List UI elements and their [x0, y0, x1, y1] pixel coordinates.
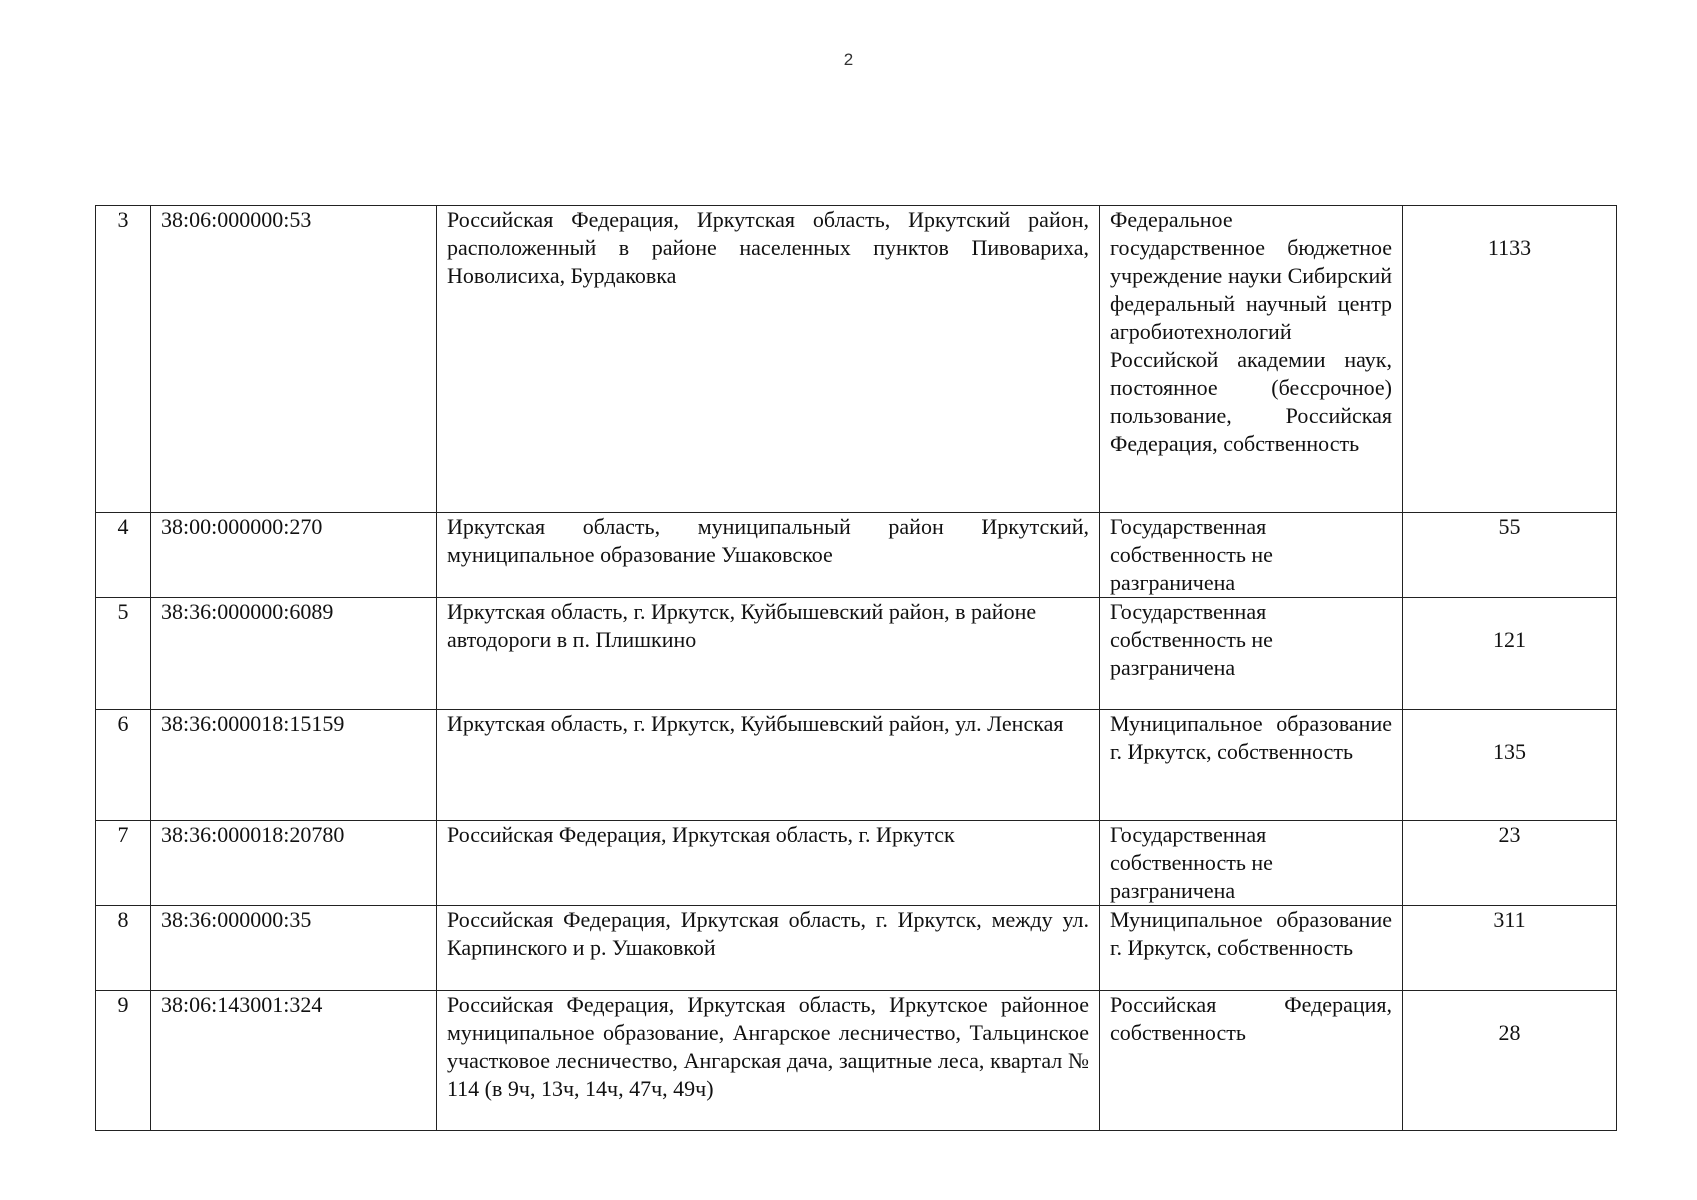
table-row: [96, 598, 1617, 710]
page-number: 2: [843, 50, 854, 69]
owner-right: Государственная собственность не разграничена: [1100, 513, 1403, 598]
plot-address: Российская Федерация, Иркутская область, г. Иркутск: [437, 821, 1100, 906]
cadastral-number: 38:36:000000:6089: [151, 598, 437, 710]
owner-right: Государственная собственность не разграничена: [1100, 821, 1403, 906]
row-number: 6: [96, 710, 151, 821]
row-number: 3: [96, 206, 151, 513]
table-row: [96, 513, 1617, 598]
row-number: 7: [96, 821, 151, 906]
area-value: [1403, 513, 1617, 598]
cadastral-number: 38:36:000000:35: [151, 906, 437, 991]
area-text: 135: [1493, 739, 1526, 764]
area-value: [1403, 821, 1617, 906]
table-row: [96, 906, 1617, 991]
row-number: 5: [96, 598, 151, 710]
cadastral-number: 38:36:000018:15159: [151, 710, 437, 821]
table-row: [96, 821, 1617, 906]
row-number: 4: [96, 513, 151, 598]
area-value: [1403, 991, 1617, 1131]
cadastral-number: 38:06:143001:324: [151, 991, 437, 1131]
plot-address: Российская Федерация, Иркутская область, Иркутское районное муниципальное образование, Ангарское лесничество, Тальцинское участковое лесничество, Ангарская дача, защитные леса, квартал № 114 (в 9ч, 13ч, 14ч, 47ч, 49ч): [437, 991, 1100, 1131]
table-row: [96, 991, 1617, 1131]
area-text: 28: [1498, 1020, 1521, 1045]
plot-address: Российская Федерация, Иркутская область, г. Иркутск, между ул. Карпинского и р. Ушаковкой: [437, 906, 1100, 991]
plot-address: Иркутская область, муниципальный район Иркутский, муниципальное образование Ушаковское: [437, 513, 1100, 598]
table-row: [96, 206, 1617, 513]
area-text: 311: [1493, 907, 1526, 932]
row-number: 8: [96, 906, 151, 991]
plot-address: Российская Федерация, Иркутская область, Иркутский район, расположенный в районе населенных пунктов Пивовариха, Новолисиха, Бурдаковка: [437, 206, 1100, 513]
row-number: 9: [96, 991, 151, 1131]
plot-address: Иркутская область, г. Иркутск, Куйбышевский район, в районе автодороги в п. Плишкино: [437, 598, 1100, 710]
area-text: 23: [1498, 822, 1521, 847]
owner-right: Российская Федерация, собственность: [1100, 991, 1403, 1131]
land-plots-table: [95, 205, 1617, 1131]
owner-right: Муниципальное образование г. Иркутск, собственность: [1100, 906, 1403, 991]
owner-right: Муниципальное образование г. Иркутск, собственность: [1100, 710, 1403, 821]
area-text: 1133: [1487, 235, 1532, 260]
cadastral-number: 38:06:000000:53: [151, 206, 437, 513]
owner-right: Федеральное государственное бюджетное учреждение науки Сибирский федеральный научный центр агробиотехнологий Российской академии наук, постоянное (бессрочное) пользование, Российская Федерация, собственность: [1100, 206, 1403, 513]
table-row: [96, 710, 1617, 821]
area-value: [1403, 906, 1617, 991]
cadastral-number: 38:00:000000:270: [151, 513, 437, 598]
area-text: 55: [1498, 514, 1521, 539]
cadastral-number: 38:36:000018:20780: [151, 821, 437, 906]
plot-address: Иркутская область, г. Иркутск, Куйбышевский район, ул. Ленская: [437, 710, 1100, 821]
area-value: [1403, 206, 1617, 513]
owner-right: Государственная собственность не разграничена: [1100, 598, 1403, 710]
area-value: [1403, 598, 1617, 710]
area-value: [1403, 710, 1617, 821]
area-text: 121: [1493, 627, 1526, 652]
